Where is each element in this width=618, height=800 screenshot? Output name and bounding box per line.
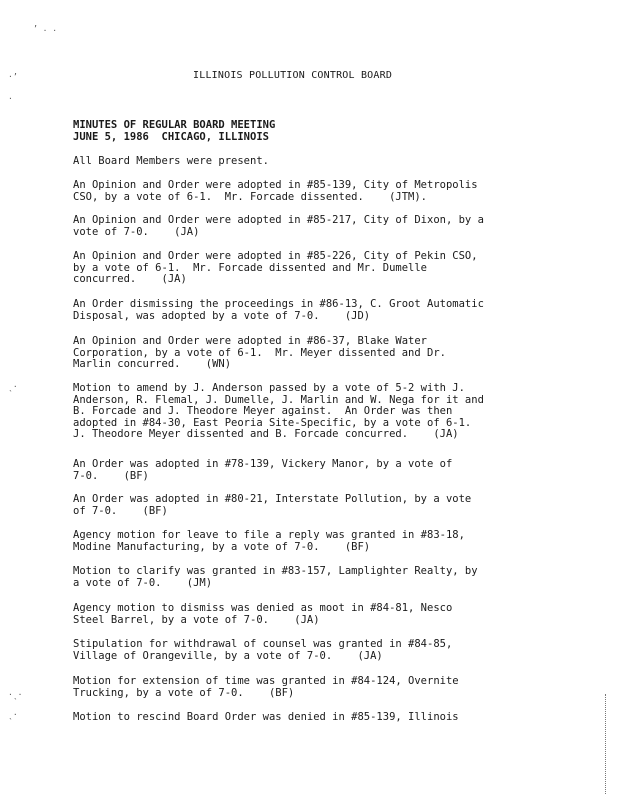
- scan-mark: ˎ·: [8, 382, 18, 391]
- minutes-line: a vote of 7-0. (JM): [73, 576, 213, 589]
- minutes-line: Motion for extension of time was granted in #84-124, Overnite: [73, 675, 459, 687]
- minutes-line: Marlin concurred. (WN): [73, 358, 232, 370]
- document-header: ILLINOIS POLLUTION CONTROL BOARD: [193, 70, 393, 81]
- minutes-line: Corporation, by a vote of 6-1. Mr. Meyer dissented and Dr.: [73, 346, 446, 359]
- minutes-line: An Order dismissing the proceedings in #86-13, C. Groot Automatic: [73, 298, 484, 310]
- scan-mark: ’ . .: [33, 24, 58, 33]
- minutes-item: [73, 676, 553, 699]
- minutes-item: [73, 383, 553, 441]
- minutes-line: Steel Barrel, by a vote of 7-0. (JA): [73, 613, 320, 626]
- minutes-item: [73, 494, 553, 517]
- minutes-item: [73, 603, 553, 626]
- minutes-line: An Order was adopted in #80-21, Interstate Pollution, by a vote: [73, 493, 472, 505]
- minutes-line: Disposal, was adopted by a vote of 7-0. (JD): [73, 309, 371, 322]
- minutes-line: CSO, by a vote of 6-1. Mr. Forcade dissented. (JTM).: [73, 190, 428, 203]
- minutes-item: [73, 530, 553, 553]
- minutes-line: B. Forcade and J. Theodore Meyer against. An Order was then: [73, 405, 453, 417]
- minutes-line: An Opinion and Order were adopted in #86-37, Blake Water: [73, 335, 428, 347]
- minutes-line: An Opinion and Order were adopted in #85-226, City of Pekin CSO,: [73, 250, 478, 262]
- minutes-line: Agency motion for leave to file a reply was granted in #83-18,: [73, 529, 465, 541]
- meeting-heading: [73, 119, 275, 143]
- minutes-line: Agency motion to dismiss was denied as moot in #84-81, Nesco: [73, 602, 453, 614]
- minutes-line: Village of Orangeville, by a vote of 7-0. (JA): [73, 649, 383, 662]
- minutes-line: Trucking, by a vote of 7-0. (BF): [73, 686, 295, 699]
- scan-mark: ·’: [8, 72, 18, 81]
- minutes-line: of 7-0. (BF): [73, 504, 168, 517]
- minutes-line: Anderson, R. Flemal, J. Dumelle, J. Marlin and W. Nega for it and: [73, 393, 484, 406]
- minutes-item: [73, 336, 553, 371]
- minutes-item: [73, 712, 553, 724]
- minutes-line: concurred. (JA): [73, 273, 187, 285]
- minutes-line: An Opinion and Order were adopted in #85-139, City of Metropolis: [73, 179, 478, 191]
- minutes-line: adopted in #84-30, East Peoria Site-Specific, by a vote of 6-1.: [73, 416, 472, 429]
- minutes-line: Motion to rescind Board Order was denied in #85-139, Illinois: [73, 711, 459, 723]
- minutes-item: [73, 251, 553, 286]
- minutes-item: [73, 180, 553, 203]
- minutes-line: 7-0. (BF): [73, 469, 149, 482]
- scan-mark: ·: [8, 94, 13, 103]
- minutes-item: [73, 215, 553, 238]
- minutes-line: Modine Manufacturing, by a vote of 7-0. (BF): [73, 540, 371, 553]
- meeting-title: MINUTES OF REGULAR BOARD MEETING: [73, 119, 276, 131]
- meeting-date: JUNE 5, 1986 CHICAGO, ILLINOIS: [73, 131, 269, 143]
- minutes-item: [73, 299, 553, 322]
- minutes-line: An Order was adopted in #78-139, Vickery Manor, by a vote of: [73, 458, 453, 470]
- minutes-line: J. Theodore Meyer dissented and B. Forcade concurred. (JA): [73, 428, 459, 440]
- minutes-line: vote of 7-0. (JA): [73, 225, 200, 238]
- minutes-line: Motion to clarify was granted in #83-157, Lamplighter Realty, by: [73, 565, 478, 577]
- scan-mark: ·ˎ·: [8, 690, 23, 699]
- minutes-line: Stipulation for withdrawal of counsel was granted in #84-85,: [73, 638, 453, 650]
- scan-mark: ˎ·: [8, 710, 18, 719]
- minutes-line: by a vote of 6-1. Mr. Forcade dissented and Mr. Dumelle: [73, 261, 428, 274]
- attendance-note: All Board Members were present.: [73, 155, 269, 167]
- minutes-item: [73, 639, 553, 662]
- minutes-line: An Opinion and Order were adopted in #85-217, City of Dixon, by a: [73, 214, 484, 226]
- minutes-line: Motion to amend by J. Anderson passed by a vote of 5-2 with J.: [73, 382, 465, 394]
- scan-edge-line: [605, 694, 607, 794]
- minutes-item: [73, 459, 553, 482]
- minutes-item: [73, 566, 553, 589]
